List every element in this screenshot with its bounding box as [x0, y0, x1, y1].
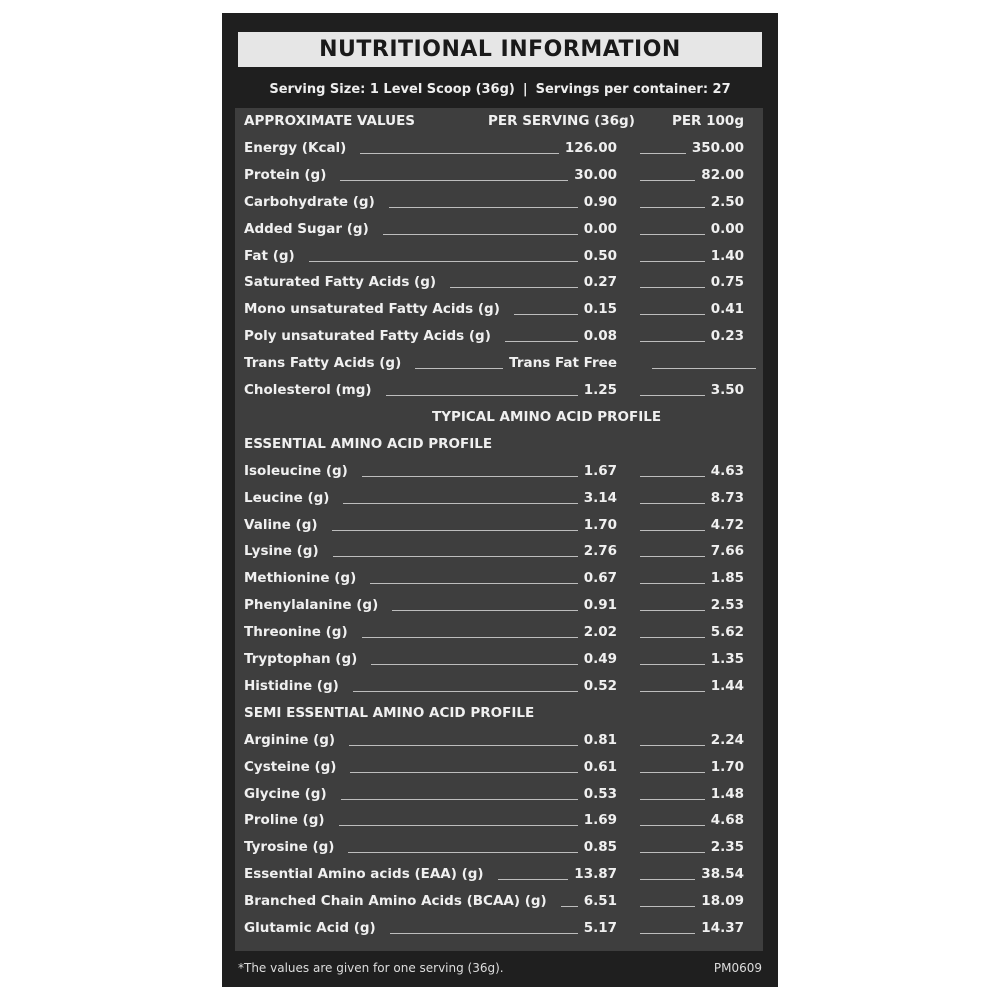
leader-line [640, 153, 686, 154]
per-serving-value: 0.85 [583, 839, 617, 856]
row-label: Valine (g) [244, 516, 318, 533]
leader-line [353, 691, 578, 692]
per-serving-value: 0.27 [583, 274, 617, 291]
leader-line [505, 341, 578, 342]
row-label: Branched Chain Amino Acids (BCAA) (g) [244, 893, 547, 910]
per-100g-value: 8.73 [710, 489, 744, 506]
leader-line [371, 664, 577, 665]
serving-info [238, 77, 762, 101]
amino-profile-heading-row [235, 404, 763, 431]
per-100g-value: 1.48 [710, 785, 744, 802]
per-serving-value: 0.52 [583, 677, 617, 694]
leader-line [340, 180, 568, 181]
per-serving-value: 0.00 [583, 220, 617, 237]
per-serving-value: 0.53 [583, 785, 617, 802]
leader-line [640, 395, 705, 396]
row-label: Mono unsaturated Fatty Acids (g) [244, 301, 500, 318]
per-serving-value: 126.00 [564, 139, 617, 156]
semi-essential-amino-heading: SEMI ESSENTIAL AMINO ACID PROFILE [244, 704, 535, 721]
leader-line [640, 234, 705, 235]
leader-line [640, 906, 695, 907]
row-label: Threonine (g) [244, 624, 348, 641]
per-100g-value: 0.75 [710, 274, 744, 291]
per-100g-value: 4.68 [710, 812, 744, 829]
leader-line [362, 476, 578, 477]
per-100g-value: 2.50 [710, 193, 744, 210]
per-serving-value: 2.02 [583, 624, 617, 641]
table-row [235, 673, 763, 700]
table-row [235, 888, 763, 915]
table-row [235, 538, 763, 565]
table-row [235, 269, 763, 296]
row-label: Arginine (g) [244, 731, 336, 748]
per-serving-value: 0.15 [583, 301, 617, 318]
per-serving-value: 0.49 [583, 651, 617, 667]
per-100g-value: 2.53 [710, 597, 744, 614]
per-serving-value: 6.51 [583, 893, 617, 910]
essential-amino-heading: ESSENTIAL AMINO ACID PROFILE [244, 435, 493, 452]
leader-line [498, 879, 569, 880]
row-label: Leucine (g) [244, 489, 330, 506]
leader-line [640, 556, 705, 557]
nutrition-panel [222, 13, 778, 987]
leader-line [640, 745, 705, 746]
table-row [235, 619, 763, 646]
leader-line [640, 530, 705, 531]
leader-line [640, 207, 705, 208]
table-row [235, 216, 763, 243]
leader-line [348, 852, 577, 853]
leader-line [640, 314, 705, 315]
per-serving-value: 0.81 [583, 731, 617, 748]
leader-line [514, 314, 578, 315]
leader-line [389, 207, 578, 208]
per-100g-value: 1.44 [710, 677, 744, 694]
per-serving-value: 13.87 [574, 866, 617, 883]
per-100g-value: 1.35 [710, 651, 744, 667]
amino-profile-heading: TYPICAL AMINO ACID PROFILE [432, 408, 662, 425]
per-100g-value: 7.66 [710, 543, 744, 560]
leader-line [386, 395, 578, 396]
table-row [235, 807, 763, 834]
per-serving-value: 1.67 [583, 462, 617, 479]
footnote: *The values are given for one serving (36g). [238, 961, 504, 975]
leader-line [343, 503, 577, 504]
leader-line [640, 583, 705, 584]
nutrition-table [235, 108, 763, 951]
leader-line [640, 287, 705, 288]
leader-line [640, 341, 705, 342]
row-label: Essential Amino acids (EAA) (g) [244, 866, 484, 883]
table-row [235, 350, 763, 377]
row-label: Poly unsaturated Fatty Acids (g) [244, 328, 491, 345]
per-serving-value: 0.61 [583, 758, 617, 775]
table-row [235, 754, 763, 781]
per-serving-value: 2.76 [583, 543, 617, 560]
row-label: Added Sugar (g) [244, 220, 369, 237]
row-label: Glutamic Acid (g) [244, 920, 376, 936]
per-serving-value: 1.70 [583, 516, 617, 533]
leader-line [341, 799, 578, 800]
semi-essential-amino-heading-row [235, 700, 763, 727]
row-label: Cholesterol (mg) [244, 382, 372, 398]
leader-line [350, 772, 577, 773]
table-row [235, 781, 763, 808]
leader-line [309, 261, 578, 262]
table-row [235, 323, 763, 350]
row-label: Glycine (g) [244, 785, 327, 802]
table-row [235, 243, 763, 270]
per-100g-value: 350.00 [691, 139, 744, 156]
leader-line [561, 906, 578, 907]
per-serving-value: 1.69 [583, 812, 617, 829]
row-label: Tyrosine (g) [244, 839, 335, 856]
per-100g-value: 2.24 [710, 731, 744, 748]
per-100g-value: 0.00 [710, 220, 744, 237]
header-approximate-values: APPROXIMATE VALUES [244, 113, 416, 129]
panel-title: NUTRITIONAL INFORMATION [238, 32, 762, 67]
per-100g-value: 5.62 [710, 624, 744, 641]
row-label: Fat (g) [244, 247, 295, 264]
leader-line [640, 933, 695, 934]
per-serving-value: Trans Fat Free [509, 355, 617, 372]
header-per-100g: PER 100g [671, 113, 744, 129]
row-label: Phenylalanine (g) [244, 597, 379, 614]
per-100g-value: 1.70 [710, 758, 744, 775]
per-100g-value: 14.37 [701, 920, 744, 936]
leader-line [640, 180, 695, 181]
row-label: Proline (g) [244, 812, 325, 829]
row-label: Isoleucine (g) [244, 462, 348, 479]
table-row [235, 135, 763, 162]
leader-line [640, 637, 705, 638]
table-row [235, 861, 763, 888]
serving-separator: | [522, 81, 528, 97]
table-row [235, 485, 763, 512]
leader-line [349, 745, 578, 746]
table-row [235, 296, 763, 323]
row-label: Tryptophan (g) [244, 651, 358, 667]
row-label: Lysine (g) [244, 543, 319, 560]
per-100g-value: 1.40 [710, 247, 744, 264]
table-row [235, 646, 763, 673]
leader-line [640, 664, 705, 665]
leader-line [360, 153, 559, 154]
per-serving-value: 30.00 [574, 166, 617, 183]
leader-line [333, 556, 578, 557]
table-header-row [235, 108, 763, 135]
table-row [235, 915, 763, 942]
table-row [235, 727, 763, 754]
leader-line [450, 287, 578, 288]
per-100g-value: 38.54 [701, 866, 744, 883]
header-per-serving: PER SERVING (36g) [488, 113, 635, 129]
leader-line [390, 933, 578, 934]
leader-line [640, 691, 705, 692]
leader-line [640, 476, 705, 477]
row-label: Protein (g) [244, 166, 327, 183]
per-serving-value: 0.50 [583, 247, 617, 264]
leader-line [640, 799, 705, 800]
per-100g-value: 2.35 [710, 839, 744, 856]
leader-line [370, 583, 577, 584]
per-100g-value: 18.09 [701, 893, 744, 910]
leader-line [640, 772, 705, 773]
row-label: Histidine (g) [244, 677, 339, 694]
table-row [235, 592, 763, 619]
table-row [235, 565, 763, 592]
product-code: PM0609 [713, 961, 762, 975]
per-serving-value: 1.25 [583, 382, 617, 398]
row-label: Energy (Kcal) [244, 139, 347, 156]
table-row [235, 512, 763, 539]
table-row [235, 189, 763, 216]
per-serving-value: 0.67 [583, 570, 617, 587]
leader-line [640, 879, 695, 880]
per-100g-value: 82.00 [701, 166, 744, 183]
leader-line [332, 530, 578, 531]
row-label: Carbohydrate (g) [244, 193, 375, 210]
row-label: Trans Fatty Acids (g) [244, 355, 402, 372]
per-serving-value: 5.17 [583, 920, 617, 936]
leader-line [339, 825, 578, 826]
leader-line [640, 261, 705, 262]
per-100g-value: 3.50 [710, 382, 744, 398]
row-label: Methionine (g) [244, 570, 357, 587]
per-100g-value: 1.85 [710, 570, 744, 587]
per-100g-value: 0.41 [710, 301, 744, 318]
table-row [235, 834, 763, 861]
per-serving-value: 0.91 [583, 597, 617, 614]
row-label: Saturated Fatty Acids (g) [244, 274, 437, 291]
leader-line [652, 368, 756, 369]
leader-line [640, 852, 705, 853]
table-row [235, 377, 763, 404]
leader-line [415, 368, 503, 369]
leader-line [640, 503, 705, 504]
per-100g-value: 4.72 [710, 516, 744, 533]
leader-line [383, 234, 578, 235]
serving-size: Serving Size: 1 Level Scoop (36g) [269, 81, 515, 97]
per-serving-value: 0.08 [583, 328, 617, 345]
leader-line [392, 610, 577, 611]
servings-per-container: Servings per container: 27 [535, 81, 731, 97]
per-100g-value: 0.23 [710, 328, 744, 345]
leader-line [640, 825, 705, 826]
leader-line [362, 637, 578, 638]
leader-line [640, 610, 705, 611]
per-serving-value: 0.90 [583, 193, 617, 210]
row-label: Cysteine (g) [244, 758, 337, 775]
table-row [235, 162, 763, 189]
table-row [235, 458, 763, 485]
per-serving-value: 3.14 [583, 489, 617, 506]
per-100g-value: 4.63 [710, 462, 744, 479]
essential-amino-heading-row [235, 431, 763, 458]
